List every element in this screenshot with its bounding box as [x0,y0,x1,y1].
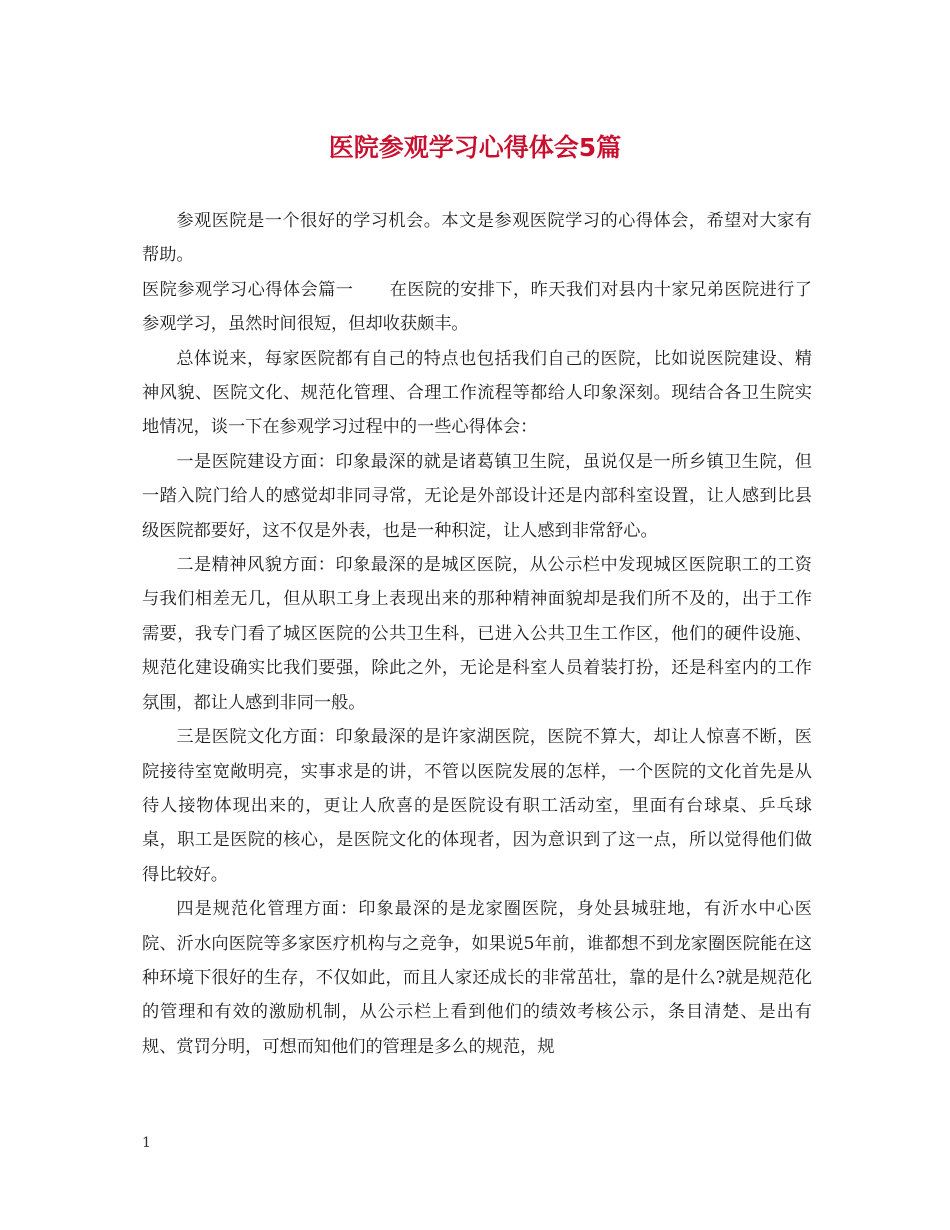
section-lead: 在医院的安排下，昨天我们对县内十家兄弟医院进行了参观学习，虽然时间很短，但却收获颇丰。 [142,279,812,335]
section-first-line [142,273,812,342]
intro-paragraph: 参观医院是一个很好的学习机会。本文是参观医院学习的心得体会，希望对大家有帮助。 [142,211,812,266]
body-paragraph: 三是医院文化方面：印象最深的是许家湖医院，医院不算大，却让人惊喜不断，医院接待室宽敞明亮，实事求是的讲，不管以医院发展的怎样，一个医院的文化首先是从待人接物体现出来的，更让人欣喜的是医院设有职工活动室，里面有台球桌、乒乓球桌，职工是医院的核心，是医院文化的体现者，因为意识到了这一点，所以觉得他们做得比较好。 [142,727,812,885]
body-paragraph: 总体说来，每家医院都有自己的特点也包括我们自己的医院，比如说医院建设、精神风貌、医院文化、规范化管理、合理工作流程等都给人印象深刻。现结合各卫生院实地情况，谈一下在参观学习过程中的一些心得体会： [142,348,812,438]
body-paragraph: 四是规范化管理方面：印象最深的是龙家圈医院，身处县城驻地，有沂水中心医院、沂水向医院等多家医疗机构与之竞争，如果说5年前，谁都想不到龙家圈医院能在这种环境下很好的生存，不仅如此，而且人家还成长的非常茁壮，靠的是什么?就是规范化的管理和有效的激励机制，从公示栏上看到他们的绩效考核公示，条目清楚、是出有规、赏罚分明，可想而知他们的管理是多么的规范，规 [142,899,812,1057]
document-title: 医院参观学习心得体会5篇 [328,133,622,162]
section-heading: 医院参观学习心得体会篇一 [142,279,354,300]
page-number: 1 [142,1135,151,1151]
body-paragraph: 二是精神风貌方面：印象最深的是城区医院，从公示栏中发现城区医院职工的工资与我们相差无几，但从职工身上表现出来的那种精神面貌却是我们所不及的，出于工作需要，我专门看了城区医院的公共卫生科，已进入公共卫生工作区，他们的硬件设施、规范化建设确实比我们要强，除此之外，无论是科室人员着装打扮，还是科室内的工作氛围，都让人感到非同一般。 [142,555,812,713]
body-paragraph: 一是医院建设方面：印象最深的就是诸葛镇卫生院，虽说仅是一所乡镇卫生院，但一踏入院门给人的感觉却非同寻常，无论是外部设计还是内部科室设置，让人感到比县级医院都要好，这不仅是外表，也是一种积淀，让人感到非常舒心。 [142,451,812,541]
document-body [142,204,812,1064]
